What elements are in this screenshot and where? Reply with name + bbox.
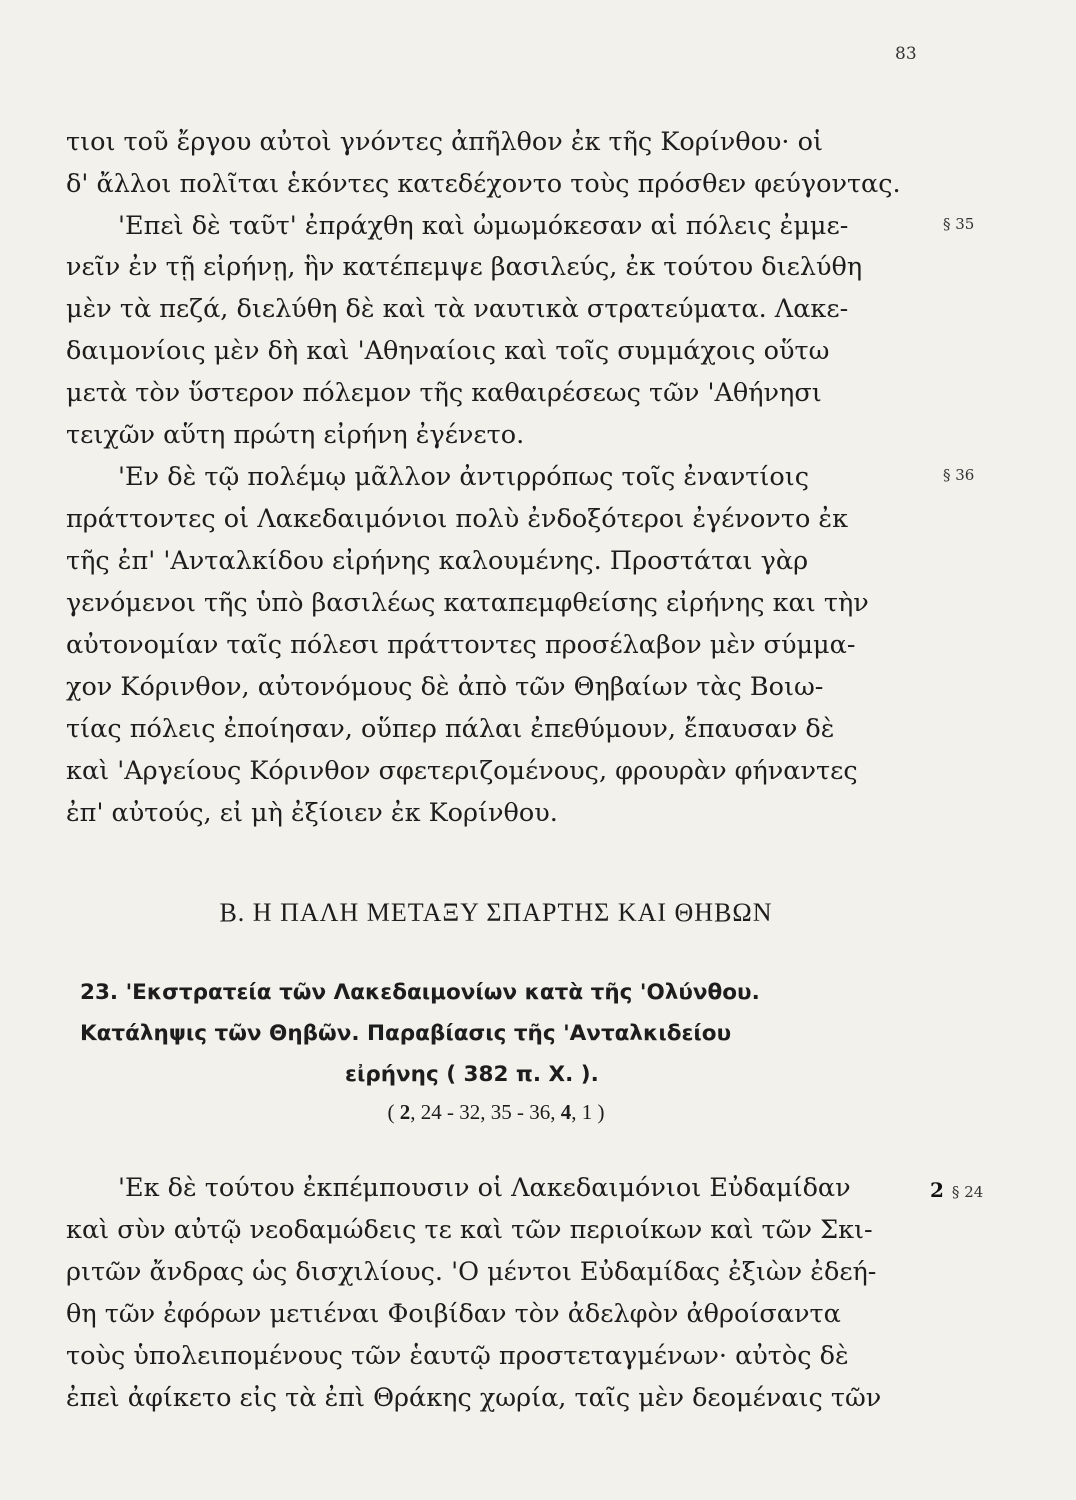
- text-line: νεῖν ἐν τῇ εἰρήνῃ, ἣν κατέπεμψε βασιλεύς, ἐκ τούτου διελύθη: [66, 252, 863, 282]
- margin-section-35: § 35: [943, 215, 975, 233]
- chapter-title-line-3: εἰρήνης ( 382 π. Χ. ).: [345, 1062, 599, 1087]
- text-line: τειχῶν αὕτη πρώτη εἰρήνη ἐγένετο.: [66, 420, 525, 450]
- text-line: τιοι τοῦ ἔργου αὐτοὶ γνόντες ἀπῆλθον ἐκ τῆς Κορίνθου· οἱ: [66, 127, 823, 157]
- text-line: 'Επεὶ δὲ ταῦτ' ἐπράχθη καὶ ὠμωμόκεσαν αἱ πόλεις ἐμμε-: [118, 211, 849, 241]
- ref-book-2: 4: [560, 1100, 572, 1124]
- margin-book-number: 2: [930, 1178, 944, 1202]
- margin-section-24: [930, 1178, 983, 1202]
- margin-section-36: § 36: [943, 466, 975, 484]
- text-line: μετὰ τὸν ὕστερον πόλεμον τῆς καθαιρέσεως τῶν 'Αθήνησι: [66, 378, 822, 408]
- page-number: 83: [895, 44, 917, 64]
- section-heading: Β. Η ΠΑΛΗ ΜΕΤΑΞΥ ΣΠΑΡΤΗΣ ΚΑΙ ΘΗΒΩΝ: [219, 898, 773, 927]
- text-line: αὐτονομίαν ταῖς πόλεσι πράττοντες προσέλαβον μὲν σύμμα-: [66, 630, 856, 660]
- text-line: ριτῶν ἄνδρας ὡς δισχιλίους. 'Ο μέντοι Εὐδαμίδας ἐξιὼν ἐδεή-: [66, 1257, 877, 1287]
- text-line: ἐπ' αὐτούς, εἰ μὴ ἐξίοιεν ἐκ Κορίνθου.: [66, 798, 558, 828]
- text-line: θη τῶν ἐφόρων μετιέναι Φοιβίδαν τὸν ἀδελφὸν ἀθροίσαντα: [66, 1299, 841, 1329]
- text-line: δαιμονίοις μὲν δὴ καὶ 'Αθηναίοις καὶ τοῖς συμμάχοις οὕτω: [66, 336, 830, 366]
- text-line: 'Εν δὲ τῷ πολέμῳ μᾶλλον ἀντιρρόπως τοῖς ἐναντίοις: [118, 462, 810, 492]
- text-line: πράττοντες οἱ Λακεδαιμόνιοι πολὺ ἐνδοξότεροι ἐγένοντο ἐκ: [66, 504, 849, 534]
- source-references: ( 2, 24 - 32, 35 - 36, 4, 1 ): [387, 1100, 605, 1124]
- text-line: 'Εκ δὲ τούτου ἐκπέμπουσιν οἱ Λακεδαιμόνιοι Εὐδαμίδαν: [118, 1173, 851, 1203]
- text-line: δ' ἄλλοι πολῖται ἑκόντες κατεδέχοντο τοὺς πρόσθεν φεύγοντας.: [66, 169, 901, 199]
- text-line: γενόμενοι τῆς ὑπὸ βασιλέως καταπεμφθείσης εἰρήνης και τὴν: [66, 588, 869, 618]
- text-line: τίας πόλεις ἐποίησαν, οὕπερ πάλαι ἐπεθύμουν, ἔπαυσαν δὲ: [66, 714, 835, 744]
- chapter-title-line-2: Κατάληψις τῶν Θηβῶν. Παραβίασις τῆς 'Ανταλκιδείου: [80, 1021, 732, 1046]
- text-line: τοὺς ὑπολειπομένους τῶν ἑαυτῷ προστεταγμένων· αὐτὸς δὲ: [66, 1341, 849, 1371]
- ref-book-1: 2: [399, 1100, 411, 1124]
- text-line: χον Κόρινθον, αὐτονόμους δὲ ἀπὸ τῶν Θηβαίων τὰς Βοιω-: [66, 672, 824, 702]
- margin-section-label: § 24: [951, 1183, 984, 1201]
- text-line: καὶ 'Αργείους Κόρινθον σφετεριζομένους, φρουρὰν φήναντες: [66, 756, 858, 786]
- text-line: μὲν τὰ πεζά, διελύθη δὲ καὶ τὰ ναυτικὰ στρατεύματα. Λακε-: [66, 294, 849, 324]
- chapter-title-line-1: 23. 'Εκστρατεία τῶν Λακεδαιμονίων κατὰ τῆς 'Ολύνθου.: [80, 980, 760, 1005]
- text-line: τῆς ἐπ' 'Ανταλκίδου εἰρήνης καλουμένης. Προστάται γὰρ: [66, 546, 809, 576]
- text-line: καὶ σὺν αὐτῷ νεοδαμώδεις τε καὶ τῶν περιοίκων καὶ τῶν Σκι-: [66, 1215, 873, 1245]
- text-line: ἐπεὶ ἀφίκετο εἰς τὰ ἐπὶ Θράκης χωρία, ταῖς μὲν δεομέναις τῶν: [66, 1383, 882, 1413]
